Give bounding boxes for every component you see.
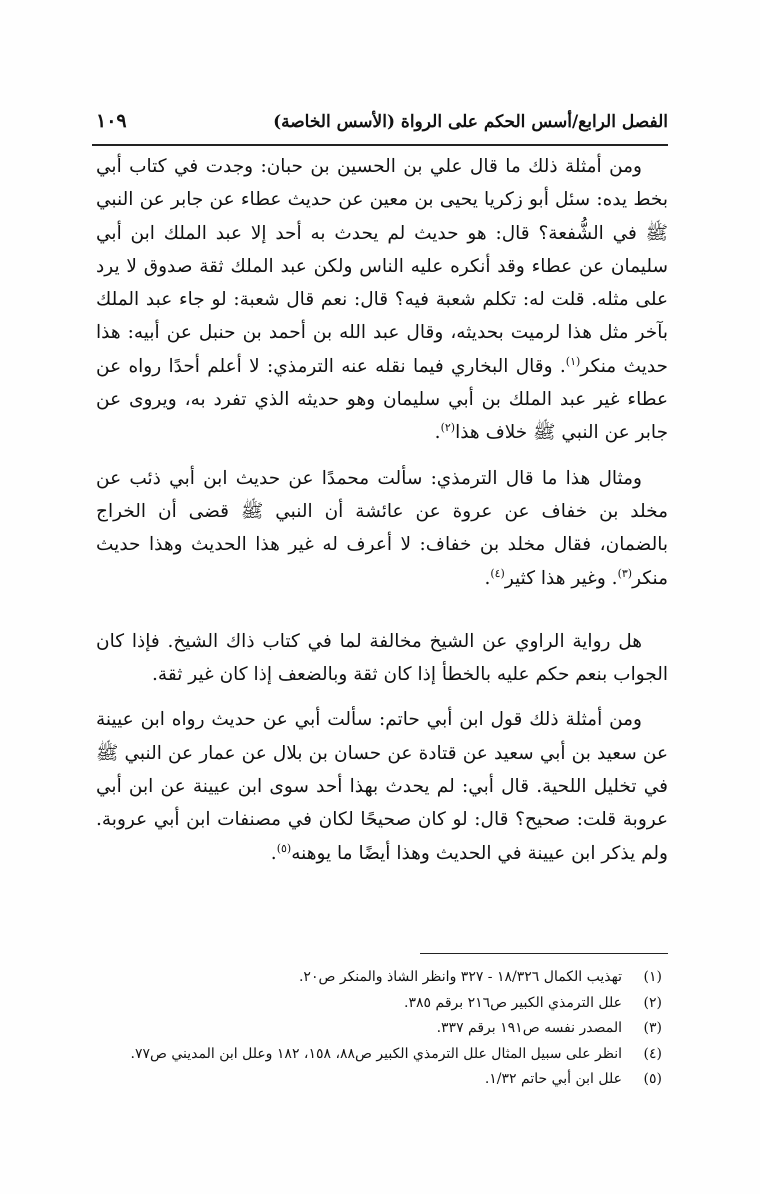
paragraph-4 <box>96 703 668 869</box>
footnote-ref-1[interactable]: (١) <box>565 354 581 368</box>
footnote-text: انظر على سبيل المثال علل الترمذي الكبير ص٨٨، ١٥٨، ١٨٢ وعلل ابن المديني ص٧٧. <box>130 1045 622 1062</box>
footnote-ref-5[interactable]: (٥) <box>276 841 292 855</box>
footnote-ref-3[interactable]: (٣) <box>617 566 633 580</box>
footnote-text: علل الترمذي الكبير ص٢١٦ برقم ٣٨٥. <box>404 994 622 1011</box>
paragraph-1 <box>96 150 668 450</box>
paragraph-2-end: . <box>484 567 491 589</box>
footnote-ref-4[interactable]: (٤) <box>490 566 505 580</box>
footnote-text: تهذيب الكمال ١٨/٣٢٦ - ٣٢٧ وانظر الشاذ والمنكر ص٢٠. <box>298 969 622 985</box>
paragraph-2-mid: . وغير هذا كثير <box>504 567 618 589</box>
paragraph-1-end: . <box>434 422 441 444</box>
paragraph-4-end: . <box>270 842 277 864</box>
footnote-separator <box>420 953 668 954</box>
chapter-title: الفصل الرابع/أسس الحكم على الرواة (الأسس الخاصة) <box>273 112 668 132</box>
footnote-number: (٥) <box>643 1071 662 1087</box>
paragraph-3: هل رواية الراوي عن الشيخ مخالفة لما في كتاب ذاك الشيخ. فإذا كان الجواب بنعم حكم عليه بالخطأ إذا كان ثقة وبالضعف إذا كان غير ثقة. <box>96 630 668 686</box>
footnotes <box>96 965 668 1093</box>
spacer <box>96 595 668 607</box>
paragraph-4-text: ومن أمثلة ذلك قول ابن أبي حاتم: سألت أبي عن حديث رواه ابن عيينة عن سعيد بن أبي سعيد عن قتادة عن حسان بن بلال عن عمار عن النبي ﷺ في تخليل اللحية. قال أبي: لم يحدث بهذا أحد سوى ابن عيينة عن ابن أبي عروبة قلت: صحيح؟ قال: لو كان صحيحًا لكان في مصنفات ابن أبي عروبة. ولم يذكر ابن عيينة في الحديث وهذا أيضًا ما يوهنه <box>96 709 668 864</box>
paragraph-1-text-cont: . وقال البخاري فيما نقله عنه الترمذي: لا أعلم أحدًا رواه عن عطاء غير عبد الملك بن أبي سليمان وهو حديثه الذي تفرد به، ويروى عن جابر عن النبي ﷺ خلاف هذا <box>96 355 668 444</box>
running-header <box>92 106 668 146</box>
page-number: ١٠٩ <box>96 110 127 132</box>
footnote-number: (٤) <box>643 1045 662 1062</box>
footnote-number: (٢) <box>643 994 662 1011</box>
footnote-text: المصدر نفسه ص١٩١ برقم ٣٣٧. <box>436 1020 622 1036</box>
paragraph-1-text: ومن أمثلة ذلك ما قال علي بن الحسين بن حبان: وجدت في كتاب أبي بخط يده: سئل أبو زكريا يحيى بن معين عن حديث عطاء عن جابر عن النبي ﷺ في الشُّفعة؟ قال: هو حديث لم يحدث به أحد إلا عبد الملك ابن أبي سليمان عن عطاء وقد أنكره عليه الناس ولكن عبد الملك ثقة صدوق لا يرد على مثله. قلت له: تكلم شعبة فيه؟ قال: نعم قال شعبة: لو جاء عبد الملك بآخر مثل هذا لرميت بحديثه، وقال عبد الله بن أحمد بن حنبل عن أبيه: هذا حديث منكر <box>96 156 668 377</box>
footnote-ref-2[interactable]: (٢) <box>440 421 456 435</box>
footnote-3 <box>96 1016 668 1042</box>
spacer <box>96 691 668 703</box>
footnote-1 <box>96 965 668 991</box>
footnote-5 <box>96 1067 668 1093</box>
footnote-text: علل ابن أبي حاتم ١/٣٢. <box>484 1071 622 1087</box>
footnote-2 <box>96 991 668 1017</box>
footnote-number: (٣) <box>643 1020 662 1036</box>
main-text <box>96 150 668 870</box>
paragraph-2 <box>96 462 668 595</box>
spacer <box>96 613 668 625</box>
footnote-number: (١) <box>643 969 662 985</box>
footnote-4 <box>96 1042 668 1068</box>
spacer <box>96 450 668 462</box>
paragraph-2-text: ومثال هذا ما قال الترمذي: سألت محمدًا عن حديث ابن أبي ذئب عن مخلد بن خفاف عن عروة عن عائشة أن النبي ﷺ قضى أن الخراج بالضمان، فقال مخلد بن خفاف: لا أعرف له غير هذا الحديث وهذا حديث منكر <box>96 467 668 589</box>
